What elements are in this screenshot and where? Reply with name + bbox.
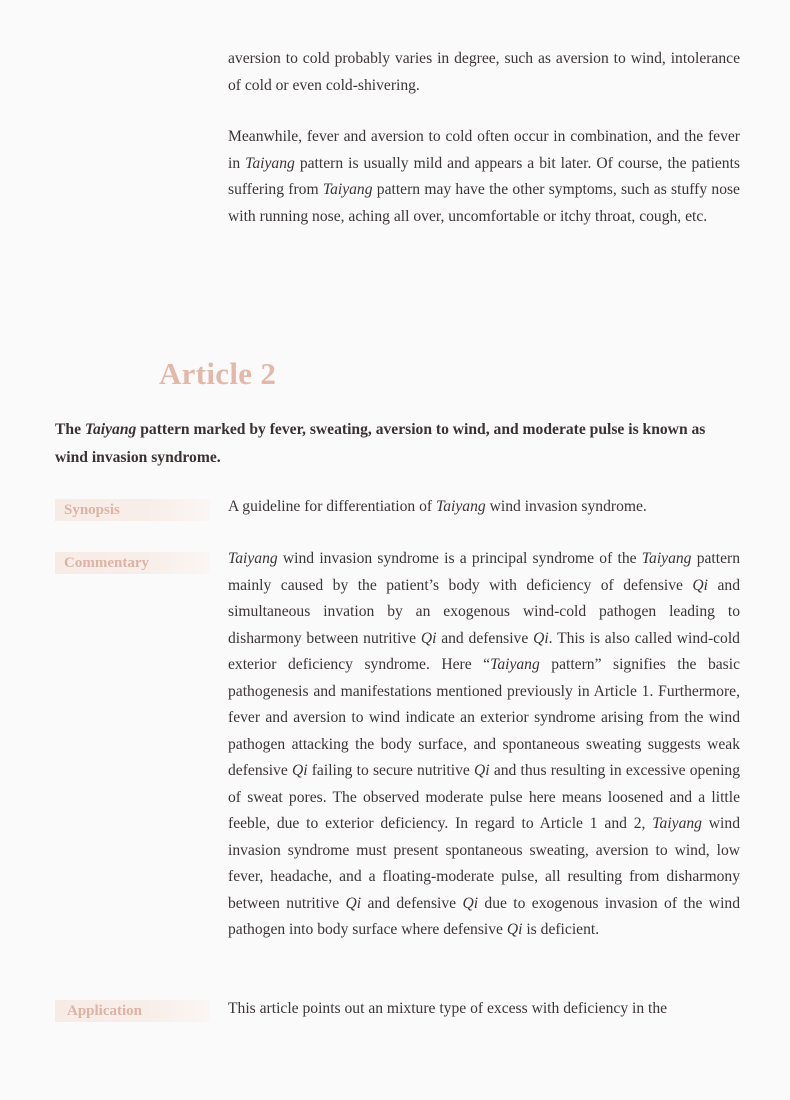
application-label: Application [55,1000,210,1022]
commentary-text: Taiyang wind invasion syndrome is a principal syndrome of the Taiyang pattern mainly caused by the patient’s body with deficiency of defensive Qi and simultaneous invation by an exogenous wind-cold pathogen leading to disharmony between nutritive Qi and defensive Qi. This is also called wind-cold exterior deficiency syndrome. Here “Taiyang pattern” signifies the basic pathogenesis and manifestations mentioned previously in Article 1. Furthermore, fever and aversion to wind indicate an exterior syndrome arising from the wind pathogen attacking the body surface, and spontaneous sweating suggests weak defensive Qi failing to secure nutritive Qi and thus resulting in excessive opening of sweat pores. The observed moderate pulse here means loosened and a little feeble, due to exterior deficiency. In regard to Article 1 and 2, Taiyang wind invasion syndrome must present spontaneous sweating, aversion to wind, low fever, headache, and a floating-moderate pulse, all resulting from disharmony between nutritive Qi and defensive Qi due to exogenous invasion of the wind pathogen into body surface where defensive Qi is deficient. [228,550,741,938]
synopsis-text: A guideline for differentiation of Taiyang wind invasion syndrome. [228,498,647,515]
paragraph-continued: aversion to cold probably varies in degree, such as aversion to wind, intolerance of cold or even cold-shivering. [228,50,740,94]
commentary-label: Commentary [55,552,210,574]
paragraph-fever-combination: Meanwhile, fever and aversion to cold often occur in combination, and the fever in Taiyang pattern is usually mild and appears a bit later. Of course, the patients suffering from Taiyang pattern may have the other symptoms, such as stuffy nose with running nose, aching all over, uncomfortable or itchy throat, cough, etc. [228,128,741,225]
article-statement: The Taiyang pattern marked by fever, sweating, aversion to wind, and moderate pulse is known as wind invasion syndrome. [55,421,706,466]
synopsis-label: Synopsis [55,499,210,521]
application-text: This article points out an mixture type of excess with deficiency in the [228,1000,668,1017]
article-title: Article 2 [159,356,277,391]
